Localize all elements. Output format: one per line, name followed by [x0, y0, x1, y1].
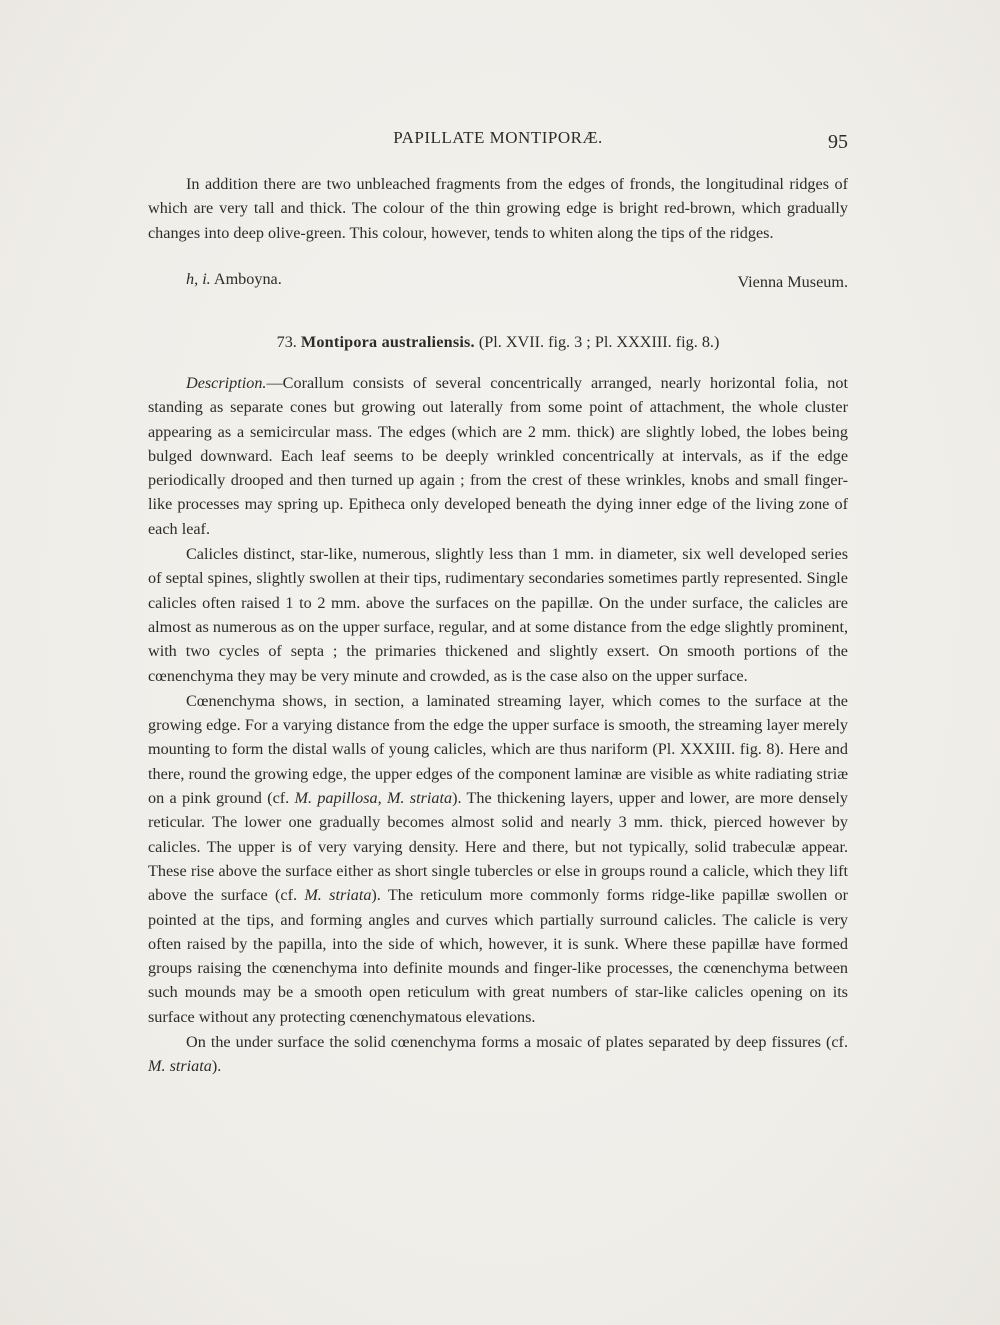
- reference-striata: M. striata: [304, 886, 372, 905]
- reference-striata: M. striata: [386, 789, 453, 808]
- running-head: [148, 128, 848, 158]
- under-surface-paragraph: [148, 1030, 848, 1079]
- locality-line: [148, 270, 848, 296]
- species-name: Montipora australiensis.: [300, 333, 475, 351]
- reference-papillosa: M. papillosa: [294, 789, 378, 808]
- specimen-letters: h, i.: [186, 270, 211, 288]
- description-text: —Corallum consists of several concentrically arranged, nearly horizontal folia, not standing as separate cones but growing out laterally from some point of attachment, the whole cluster appearing as a semicircular mass. The edges (which are 2 mm. thick) are slightly lobed, the lobes being bulged downward. Each leaf seems to be deeply wrinkled concentrically at intervals, as if the edge periodically drooped and then turned up again ; from the crest of these wrinkles, knobs and small finger-like processes may spring up. Epitheca only developed beneath the dying inner edge of the living zone of each leaf.: [148, 374, 848, 538]
- species-plates: (Pl. XVII. fig. 3 ; Pl. XXXIII. fig. 8.): [478, 333, 720, 351]
- species-number: 73.: [276, 333, 297, 351]
- under-surface-text-2: ).: [211, 1057, 222, 1076]
- species-heading: [148, 333, 848, 352]
- reference-striata: M. striata: [148, 1057, 212, 1076]
- coenenchyma-paragraph: Cœnenchyma shows, in section, a laminated streaming layer, which comes to the surface at the growing edge. For a varying distance from the edge the upper surface is smooth, the streaming layer merely mounting to form the distal walls of young calicles, which are thus nariform (Pl. XXXIII. fig. 8). Here and there, round the growing edge, the upper edges of the component laminæ are visible as white radiating striæ on a pink ground (cf. M. papillosa, M. striata). The thickening layers, upper and lower, are more densely reticular. The lower one gradually becomes almost solid and nearly 3 mm. thick, pierced however by calicles. The upper is of very varying density. Here and there, but not typically, solid trabeculæ appear. These rise above the surface either as short single tubercles or else in groups round a calicle, which they lift above the surface (cf. M. striata). The reticulum more commonly forms ridge-like papillæ swollen or pointed at the tips, and forming angles and curves which partially surround calicles. The calicle is very often raised by the papilla, into the side of which, however, it is sunk. Where these papillæ have formed groups raising the cœnenchyma into definite mounds and finger-like processes, the cœnenchyma between such mounds may be a smooth open reticulum with great numbers of star-like calicles opening on its surface without any protecting cœnenchymatous elevations.: [148, 691, 849, 1026]
- page-number: 95: [828, 131, 848, 153]
- under-surface-text-1: On the under surface the solid cœnenchyma forms a mosaic of plates separated by deep fissures (cf.: [186, 1033, 848, 1052]
- calicles-paragraph: Calicles distinct, star-like, numerous, slightly less than 1 mm. in diameter, six well developed series of septal spines, slightly swollen at their tips, rudimentary secondaries sometimes partly represented. Single calicles often raised 1 to 2 mm. above the surfaces on the papillæ. On the under surface, the calicles are almost as numerous as on the upper surface, regular, and at some distance from the edge slightly prominent, with two cycles of septa ; the primaries thickened and slightly exsert. On smooth portions of the cœnenchyma they may be very minute and crowded, as is the case also on the upper surface.: [148, 545, 848, 685]
- running-title: PAPILLATE MONTIPORÆ.: [393, 128, 603, 147]
- intro-paragraph: In addition there are two unbleached fragments from the edges of fronds, the longitudinal ridges of which are very tall and thick. The colour of the thin growing edge is bright red-brown, which gradually changes into deep olive-green. This colour, however, tends to whiten along the tips of the ridges.: [148, 175, 848, 242]
- collection-name: Vienna Museum.: [737, 273, 848, 291]
- locality-place: Amboyna.: [213, 270, 282, 288]
- description-paragraph: [148, 371, 848, 541]
- intro-paragraph-block: [148, 172, 848, 245]
- description-label: Description.: [186, 374, 267, 392]
- coenenchyma-text-3: ). The reticulum more commonly forms ridge-like papillæ swollen or pointed at the tips, and forming angles and curves which partially surround calicles. The calicle is very often raised by the papilla, into the side of which, however, it is sunk. Where these papillæ have formed groups raising the cœnenchyma into definite mounds and finger-like processes, the cœnenchyma between such mounds may be a smooth open reticulum with great numbers of star-like calicles opening on its surface without any protecting cœnenchymatous elevations.: [148, 886, 849, 1026]
- body-text: [148, 371, 848, 1079]
- coenenchyma-text-1: Cœnenchyma shows, in section, a laminated streaming layer, which comes to the surface at the growing edge. For a varying distance from the edge the upper surface is smooth, the streaming layer merely mounting to form the distal walls of young calicles, which are thus nariform (Pl. XXXIII. fig. 8). Here and there, round the growing edge, the upper edges of the component laminæ are visible as white radiating striæ on a pink ground (cf.: [148, 691, 848, 808]
- coenenchyma-text-2: ). The thickening layers, upper and lower, are more densely reticular. The lower one gradually becomes almost solid and nearly 3 mm. thick, pierced however by calicles. The upper is of very varying density. Here and there, but not typically, solid trabeculæ appear. These rise above the surface either as short single tubercles or else in groups round a calicle, which they lift above the surface (cf.: [148, 789, 849, 905]
- locality-left: [186, 270, 282, 289]
